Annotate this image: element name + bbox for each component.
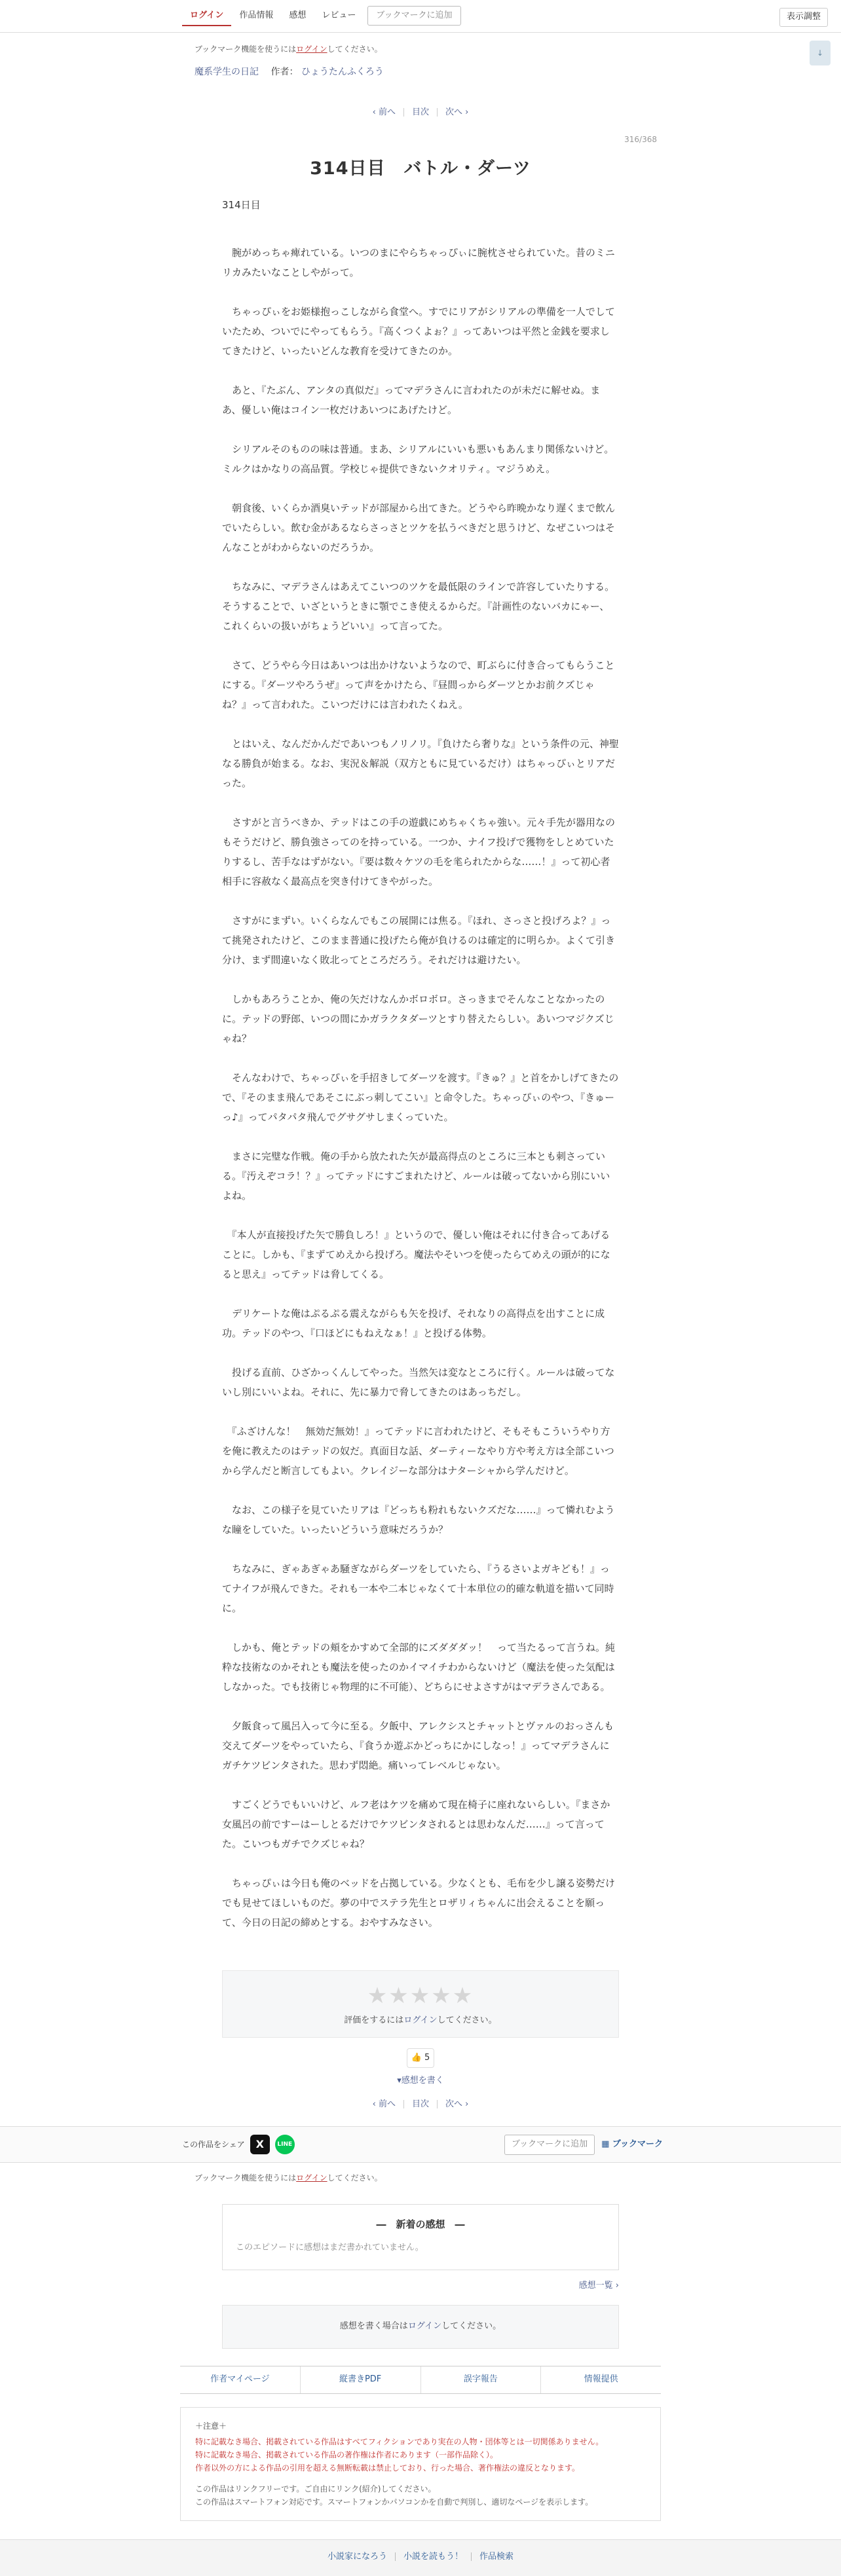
toc-link[interactable]: 目次 <box>411 107 429 117</box>
bookmark-note-text: ブックマーク機能を使うには <box>195 2173 297 2183</box>
episode-subtitle: 314日目 <box>222 198 261 211</box>
like-count: 5 <box>424 2052 430 2063</box>
body-paragraph: 投げる直前、ひざかっくんしてやった。当然矢は変なところに行く。ルールは破ってないし別にいいよね。それに、先に暴力で脅してきたのはあっちだし。 <box>222 1366 615 1398</box>
author-mypage-link[interactable]: 作者マイページ <box>180 2366 301 2393</box>
divider <box>437 108 438 117</box>
toc-link[interactable]: 目次 <box>411 2099 429 2110</box>
body-paragraph: 朝食後、いくらか酒臭いテッドが部屋から出てきた。どうやら昨晩かなり遅くまで飲んでいたらしい。飲む金があるならさっさとツケを払うべきだと思うけど、なぜこいつはそんなことがわからないのだろうか。 <box>222 502 616 553</box>
notice-red-line: 特に記載なき場合、掲載されている作品の著作権は作者にあります（一部作品除く）。 <box>195 2450 498 2459</box>
nav-review[interactable]: レビュー <box>322 10 356 20</box>
body-paragraph: すごくどうでもいいけど、ルフ老はケツを痛めて現在椅子に座れないらしい。『まさか女風呂の前ですーはーしとるだけでケツビンタされるとは思わなんだ……』って言ってた。こいつもガチでクズじゃね？ <box>222 1798 610 1850</box>
rating-login-link[interactable]: ログイン <box>403 2015 438 2025</box>
footer-link-yomou[interactable]: 小説を読もう！ <box>403 2551 463 2562</box>
write-impression-toggle[interactable]: ▾感想を書く <box>397 2075 444 2086</box>
rating-note-text: 評価をするには <box>344 2015 404 2025</box>
notice-head: ＋注意＋ <box>195 2421 227 2431</box>
bookmark-login-link-bottom[interactable]: ログイン <box>296 2173 327 2183</box>
bookmark-add-button-bottom[interactable]: ブックマークに追加 <box>504 2135 595 2155</box>
divider <box>437 2100 438 2108</box>
line-share-icon[interactable]: LINE <box>275 2135 295 2154</box>
share-right <box>504 2135 663 2155</box>
impression-login-link[interactable]: ログイン <box>407 2321 442 2331</box>
work-links-row <box>180 2366 661 2394</box>
footer-bar <box>0 2539 841 2576</box>
body-paragraph: しかも、俺とテッドの頬をかすめて全部的にズダダダッ！ って当たるって言うね。純粋な技術なのかそれとも魔法を使ったのかイマイチわからないけど（魔法を使った気配はしなかった。でも技術じゃ物理的に不可能）、どちらにせよさすがはマデラさんである。 <box>222 1641 616 1693</box>
body-paragraph: 『ふざけんな！ 無効だ無効！』ってテッドに言われたけど、そもそもこういうやり方を俺に教えたのはテッドの奴だ。真面目な話、ダーティーなやり方や考え方は全部こいつから学んだと断言してもよい。クレイジーな部分はナターシャから学んだけど。 <box>222 1425 614 1477</box>
typo-report-link[interactable]: 誤字報告 <box>421 2366 542 2393</box>
notice-red-line: 特に記載なき場合、掲載されている作品はすべてフィクションであり実在の人物・団体等とは一切関係ありません。 <box>195 2437 604 2446</box>
bookmark-note-text-end: してください。 <box>327 2173 383 2183</box>
body-paragraph: シリアルそのものの味は普通。まあ、シリアルにいいも悪いもあんまり関係ないけど。ミルクはかなりの高品質。学校じゃ提供できないクオリティ。マジうめえ。 <box>222 443 614 475</box>
series-title-link[interactable]: 魔系学生の日記 <box>195 67 259 78</box>
top-navigation-bar <box>0 0 841 33</box>
notice-gray-line: この作品はスマートフォン対応です。スマートフォンかパソコンかを自動で判別し、適切なページを表示します。 <box>195 2497 593 2507</box>
share-left <box>182 2135 295 2154</box>
body-paragraph: ちゃっぴぃは今日も俺のベッドを占拠している。少なくとも、毛布を少し譲る姿勢だけでも見せてほしいものだ。夢の中でステラ先生とロザリィちゃんに出会えることを願って、今日の日記の締めとする。おやすみなさい。 <box>222 1877 616 1928</box>
next-link[interactable]: 次へ › <box>445 107 469 117</box>
body-paragraph: デリケートな俺はぷるぷる震えながらも矢を投げ、それなりの高得点を出すことに成功。テッドのやつ、『口ほどにもねえなぁ！』と投げる体勢。 <box>222 1307 605 1339</box>
author-link[interactable]: ひょうたんふくろう <box>301 67 384 78</box>
body-paragraph: ちなみに、ぎゃあぎゃあ騒ぎながらダーツをしていたら、『うるさいよガキども！』ってナイフが飛んできた。それも一本や二本じゃなくて十本単位の的確な軌道を描いて同時に。 <box>222 1562 614 1614</box>
login-box-text-end: してください。 <box>441 2321 502 2331</box>
notice-box <box>180 2407 661 2521</box>
nav-login[interactable]: ログイン <box>182 5 231 26</box>
top-nav-items <box>182 5 461 26</box>
episode-body <box>180 243 661 1932</box>
notice-gray-block <box>195 2482 646 2509</box>
prev-link[interactable]: ‹ 前へ <box>372 107 396 117</box>
main-content <box>180 43 661 2112</box>
login-box-text: 感想を書く場合は <box>339 2321 408 2331</box>
body-paragraph: そんなわけで、ちゃっぴぃを手招きしてダーツを渡す。『きゅ？』と首をかしげてきたので、『そのまま飛んであそこにぶっ刺してこい』と命令した。ちゃっぴぃのやつ、『きゅーっ♪』ってパタパタ飛んでグサグサしまくっていた。 <box>222 1071 619 1123</box>
episode-title: 314日目 バトル・ダーツ <box>310 158 531 179</box>
body-paragraph: 夕飯食って風呂入って今に至る。夕飯中、アレクシスとチャットとヴァルのおっさんも交えてダーツをやっていたら、『食うか遊ぶかどっちにかにしなっ！』ってマデラさんにガチケツビンタされた。思わず悶絶。痛いってレベルじゃない。 <box>222 1720 614 1771</box>
episode-pager-top <box>180 106 661 120</box>
bookmark-icon: ▦ <box>601 2139 612 2150</box>
author-label: 作者： <box>271 67 299 78</box>
bookmark-link[interactable] <box>601 2138 663 2152</box>
bookmark-link-label: ブックマーク <box>612 2139 663 2150</box>
share-label: この作品をシェア <box>182 2139 245 2149</box>
recent-impressions-title: ― 新着の感想 ― <box>376 2218 465 2231</box>
notice-gray-line: この作品はリンクフリーです。ご自由にリンク(紹介)してください。 <box>195 2484 436 2493</box>
x-share-icon[interactable]: X <box>250 2135 270 2154</box>
rating-login-note <box>223 2014 618 2028</box>
bookmark-login-link[interactable]: ログイン <box>296 45 327 54</box>
rating-note-text-end: してください。 <box>437 2015 497 2025</box>
nav-work-info[interactable]: 作品情報 <box>239 10 274 20</box>
body-paragraph: 腕がめっちゃ痺れている。いつのまにやらちゃっぴぃに腕枕させられていた。昔のミニリカみたいなことしやがって。 <box>222 246 615 278</box>
divider <box>471 2552 472 2561</box>
body-paragraph: とはいえ、なんだかんだであいつもノリノリ。『負けたら奢りな』という条件の元、神聖なる勝負が始まる。なお、実況＆解説（双方ともに見ているだけ）はちゃっぴぃとリアだった。 <box>222 737 619 789</box>
body-paragraph: さすがと言うべきか、テッドはこの手の遊戯にめちゃくちゃ強い。元々手先が器用なのもそうだけど、勝負強さってのを持っている。一つか、ナイフ投げで獲物をしとめていたりするし、苦手なはずがない。『要は数々ケツの毛を毟られたからな……！』って初心者相手に容赦なく最高点を突き付けてきやがった。 <box>222 816 616 887</box>
info-provide-link[interactable]: 情報提供 <box>584 2374 618 2384</box>
display-settings-button[interactable]: 表示調整 <box>779 8 828 27</box>
body-paragraph: しかもあろうことか、俺の矢だけなんかボロボロ。さっきまでそんなことなかったのに。テッドの野郎、いつの間にかガラクタダーツとすり替えたらしい。あいつマジクズじゃね？ <box>222 993 614 1044</box>
series-info <box>180 65 661 79</box>
rating-stars[interactable]: ★★★★★ <box>367 1982 474 2009</box>
vertical-pdf-link[interactable]: 縦書きPDF <box>301 2366 421 2393</box>
prev-link[interactable]: ‹ 前へ <box>372 2099 396 2110</box>
body-paragraph: ちなみに、マデラさんはあえてこいつのツケを最低限のラインで許容していたりする。そうすることで、いざというときに顎でこき使えるからだ。『計画性のないバカにゃー、これくらいの扱いがちょうどいい』って言ってた。 <box>222 580 615 632</box>
impressions-list-link[interactable]: 感想一覧 › <box>578 2281 619 2291</box>
thumbs-up-icon: 👍 <box>411 2052 422 2063</box>
footer-link-search[interactable]: 作品検索 <box>479 2551 514 2562</box>
divider <box>395 2552 396 2561</box>
next-link[interactable]: 次へ › <box>445 2099 469 2110</box>
bookmark-login-note-bottom <box>180 2172 661 2184</box>
body-paragraph: なお、この様子を見ていたリアは『どっちも粉れもないクズだな……』って憐れむような瞳をしていた。いったいどういう意味だろうか？ <box>222 1503 615 1536</box>
body-paragraph: さて、どうやら今日はあいつは出かけないようなので、町ぶらに付き合ってもらうことにする。『ダーツやろうぜ』って声をかけたら、『昼間っからダーツとかお前クズじゃね？』って言われた。こいつだけには言われたくねえ。 <box>222 659 615 710</box>
body-paragraph: あと、『たぶん、アンタの真似だ』ってマデラさんに言われたのが未だに解せぬ。まあ、優しい俺はコイン一枚だけあいつにあげたけど。 <box>222 384 601 416</box>
body-paragraph: さすがにまずい。いくらなんでもこの展開には焦る。『ほれ、さっさと投げろよ？』って挑発されたけど、このまま普通に投げたら俺が負けるのは確定的に明らか。よくて引き分け、まず間違いなく敗北ってところだろう。それだけは避けたい。 <box>222 914 616 966</box>
episode-counter: 316/368 <box>624 135 657 145</box>
divider <box>403 2100 404 2108</box>
nav-impressions[interactable]: 感想 <box>289 10 307 20</box>
bookmark-add-button[interactable]: ブックマークに追加 <box>367 6 460 26</box>
episode-pager-bottom <box>180 2098 661 2112</box>
footer-link-narou[interactable]: 小説家になろう <box>327 2551 387 2562</box>
scroll-down-icon[interactable]: ↓ <box>810 41 831 65</box>
bookmark-login-note <box>180 43 661 56</box>
share-bar <box>0 2126 841 2163</box>
body-paragraph: ちゃっぴぃをお姫様抱っこしながら食堂へ。すでにリアがシリアルの準備を一人でしていたため、ついでにやってもらう。『高くつくよぉ？』ってあいつは平然と金銭を要求してきたけど、いったいどんな教育を受けてきたのか。 <box>222 305 615 357</box>
recent-impressions-empty: このエピソードに感想はまだ書かれていません。 <box>236 2243 424 2253</box>
recent-impressions-box <box>222 2204 619 2270</box>
bottom-content <box>180 2172 661 2520</box>
like-button[interactable] <box>407 2048 434 2068</box>
bookmark-note-text-end: してください。 <box>327 45 383 54</box>
body-paragraph: 『本人が直接投げた矢で勝負しろ！』というので、優しい俺はそれに付き合ってあげることに。しかも、『まずてめえから投げろ。魔法やそいつを使ったらてめえの頭が的になると思え』ってテッドは脅してくる。 <box>222 1228 610 1280</box>
notice-red-line: 作者以外の方による作品の引用を超える無断転載は禁止しており、行った場合、著作権法の違反となります。 <box>195 2463 580 2473</box>
divider <box>403 108 404 117</box>
impression-login-box <box>222 2305 619 2349</box>
rating-box <box>222 1970 619 2038</box>
bookmark-note-text: ブックマーク機能を使うには <box>195 45 297 54</box>
body-paragraph: まさに完璧な作戦。俺の手から放たれた矢が最高得点のところに三本とも刺さっている。『汚えぞコラ！？』ってテッドにすごまれたけど、ルールは破ってないから別にいいよね。 <box>222 1150 610 1202</box>
